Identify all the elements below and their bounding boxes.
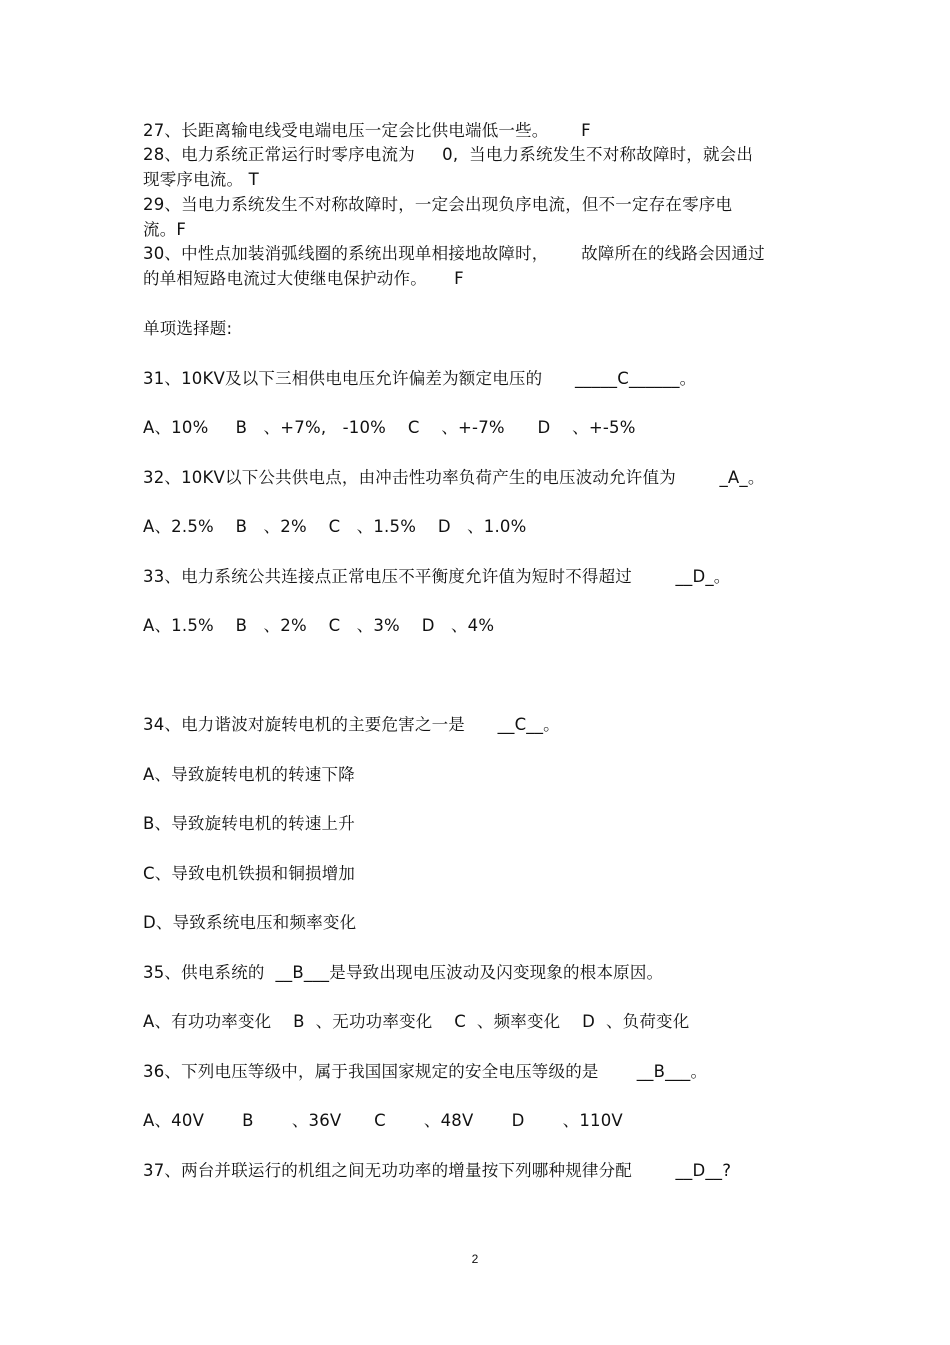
question-36-options: A、40V B 、36V C 、48V D 、110V [143,1111,623,1130]
question-36: 36、下列电压等级中，属于我国国家规定的安全电压等级的是 __B___。 [143,1062,708,1081]
question-34: 34、电力谐波对旋转电机的主要危害之一是 __C__。 [143,715,560,734]
question-31: 31、10KV及以下三相供电电压允许偏差为额定电压的 _____C______。 [143,369,697,388]
question-34-option-d: D、导致系统电压和频率变化 [143,913,357,932]
question-32: 32、10KV以下公共供电点，由冲击性功率负荷产生的电压波动允许值为 _A_。 [143,468,765,487]
question-27: 27、长距离输电线受电端电压一定会比供电端低一些。 F [143,121,591,140]
question-30-line1: 30、中性点加装消弧线圈的系统出现单相接地故障时， 故障所在的线路会因通过 [143,244,765,263]
question-30-line2: 的单相短路电流过大使继电保护动作。 F [143,269,464,288]
question-31-options: A、10% B 、+7%, -10% C 、+-7% D 、+-5% [143,418,636,437]
question-28-line2: 现零序电流。 T [143,170,259,189]
question-33-options: A、1.5% B 、2% C 、3% D 、4% [143,616,495,635]
question-34-option-c: C、导致电机铁损和铜损增加 [143,864,356,883]
question-34-option-a: A、导致旋转电机的转速下降 [143,765,355,784]
question-32-options: A、2.5% B 、2% C 、1.5% D 、1.0% [143,517,527,536]
question-34-option-b: B、导致旋转电机的转速上升 [143,814,355,833]
question-35-options: A、有功功率变化 B 、无功功率变化 C 、频率变化 D 、负荷变化 [143,1012,690,1031]
page-number: 2 [471,1252,479,1266]
question-28-line1: 28、电力系统正常运行时零序电流为 0, 当电力系统发生不对称故障时，就会出 [143,145,754,164]
question-29-line1: 29、当电力系统发生不对称故障时，一定会出现负序电流，但不一定存在零序电 [143,195,733,214]
section-heading: 单项选择题: [143,319,233,338]
question-33: 33、电力系统公共连接点正常电压不平衡度允许值为短时不得超过 __D_。 [143,567,731,586]
question-29-line2: 流。F [143,220,187,239]
question-37: 37、两台并联运行的机组之间无功功率的增量按下列哪种规律分配 __D__? [143,1161,732,1180]
question-35: 35、供电系统的 __B___是导致出现电压波动及闪变现象的根本原因。 [143,963,664,982]
